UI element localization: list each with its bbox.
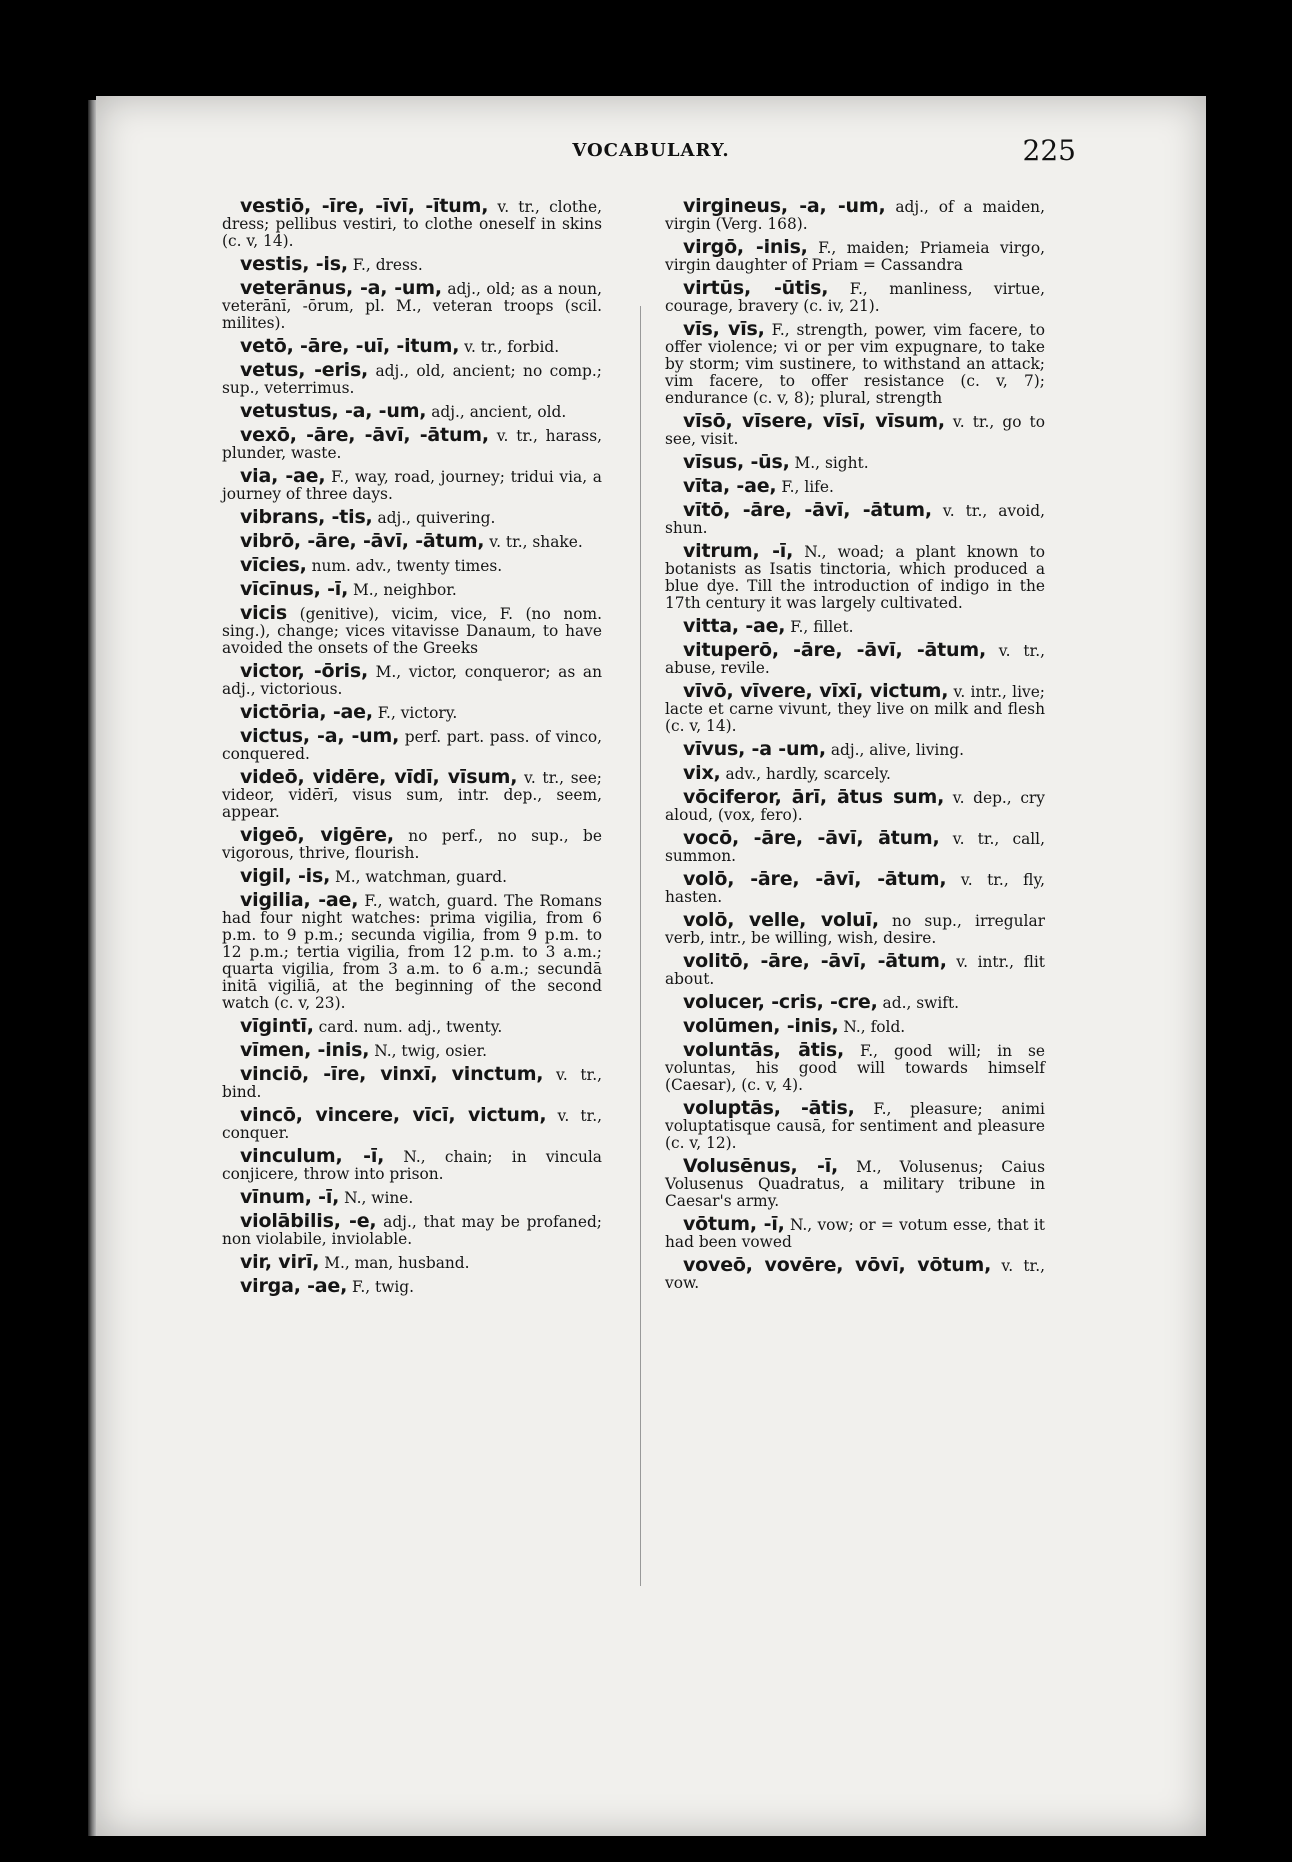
page-title: VOCABULARY. [572,140,730,161]
vocabulary-entry [222,1186,602,1208]
entry-definition: v. tr., see; videor, vidērī, visus sum, intr. dep., seem, appear. [222,769,602,821]
entry-headword: vīcīnus, -ī, [240,578,349,600]
entry-headword: virga, -ae, [240,1275,348,1297]
entry-definition: v. tr., clothe, dress; pellibus vestiri, to clothe oneself in skins (c. v, 14). [222,198,602,250]
vocabulary-entry [222,701,602,723]
vocabulary-entry [222,865,602,887]
entry-definition: no sup., irregular verb, intr., be willing, wish, desire. [665,912,1045,947]
entry-headword: vīgintī, [240,1015,314,1037]
entry-definition: adv., hardly, scarcely. [725,765,891,783]
vocabulary-entry [222,424,602,462]
entry-definition: M., neighbor. [353,581,457,599]
vocabulary-entry [222,195,602,250]
entry-headword: vicis [240,602,287,624]
entry-definition: adj., old, ancient; no comp.; sup., veterrimus. [222,362,602,397]
vocabulary-entry [665,195,1045,233]
entry-definition: adj., quivering. [377,509,496,527]
entry-headword: vōtum, -ī, [683,1213,785,1235]
entry-headword: voluntās, ātis, [683,1039,845,1061]
entry-definition: v. tr., fly, hasten. [665,871,1045,906]
vocabulary-entry [222,766,602,821]
entry-headword: vīvus, -a -um, [683,738,826,760]
entry-headword: vītō, -āre, -āvī, -ātum, [683,499,932,521]
vocabulary-entry [222,1251,602,1273]
entry-headword: vitta, -ae, [683,615,786,637]
entry-definition: M., Volusenus; Caius Volusenus Quadratus, a military tribune in Caesar's army. [665,1158,1045,1210]
entry-definition: adj., of a maiden, virgin (Verg. 168). [665,198,1045,233]
vocabulary-entry [665,277,1045,315]
vocabulary-entry [665,318,1045,407]
entry-definition: v. tr., avoid, shun. [665,502,1045,537]
entry-headword: vīnum, -ī, [240,1186,340,1208]
entry-definition: F., maiden; Priameia virgo, virgin daughter of Priam = Cassandra [665,239,1045,274]
vocabulary-entry [665,868,1045,906]
entry-headword: vīsō, vīsere, vīsī, vīsum, [683,410,945,432]
vocabulary-entry [222,554,602,576]
vocabulary-entry [665,1039,1045,1094]
vocabulary-entry [665,499,1045,537]
entry-definition: num. adv., twenty times. [311,557,503,575]
vocabulary-entry [222,335,602,357]
entry-definition: v. intr., live; lacte et carne vivunt, they live on milk and flesh (c. v, 14). [665,683,1045,735]
entry-definition: no perf., no sup., be vigorous, thrive, flourish. [222,827,602,862]
entry-headword: vigeō, vigēre, [240,824,394,846]
entry-definition: ad., swift. [882,994,960,1012]
entry-definition: v. tr., shake. [489,533,583,551]
entry-definition: F., manliness, virtue, courage, bravery (c. iv, 21). [665,280,1045,315]
vocabulary-entry [222,1063,602,1101]
vocabulary-entry [222,1210,602,1248]
entry-definition: v. tr., vow. [665,1257,1045,1292]
vocabulary-entry [222,602,602,657]
vocabulary-entry [222,660,602,698]
entry-headword: vix, [683,762,721,784]
running-header [96,134,1206,180]
entry-headword: vinciō, -īre, vinxī, vinctum, [240,1063,544,1085]
vocabulary-entry [222,1039,602,1061]
entry-headword: vituperō, -āre, -āvī, -ātum, [683,639,986,661]
entry-definition: F., life. [781,478,834,496]
entry-headword: volūmen, -inis, [683,1015,839,1037]
entry-headword: vīs, vīs, [683,318,765,340]
entry-definition: F., twig. [352,1278,415,1296]
vocabulary-entry [222,506,602,528]
entry-definition: v. tr., forbid. [464,338,560,356]
entry-headword: volō, -āre, -āvī, -ātum, [683,868,947,890]
entry-headword: violābilis, -e, [240,1210,377,1232]
vocabulary-entry [665,1155,1045,1210]
entry-headword: vestiō, -īre, -īvī, -ītum, [240,195,489,217]
entry-definition: N., vow; or = votum esse, that it had been vowed [665,1216,1045,1251]
entry-definition: v. tr., bind. [222,1066,602,1101]
entry-definition: v. intr., flit about. [665,953,1045,988]
vocabulary-entry [222,1104,602,1142]
vocabulary-entry [665,475,1045,497]
entry-definition: adj., old; as a noun, veterānī, -ōrum, pl. M., veteran troops (scil. milites). [222,280,602,332]
entry-definition: N., chain; in vincula conjicere, throw into prison. [222,1148,602,1183]
entry-headword: voluptās, -ātis, [683,1097,855,1119]
vocabulary-entry [222,465,602,503]
entry-definition: N., fold. [843,1018,906,1036]
vocabulary-entry [222,253,602,275]
vocabulary-entry [222,824,602,862]
entry-headword: vir, virī, [240,1251,320,1273]
vocabulary-entry [222,359,602,397]
entry-definition: v. tr., abuse, revile. [665,642,1045,677]
entry-definition: adj., that may be profaned; non violabile, inviolable. [222,1213,602,1248]
entry-headword: vinculum, -ī, [240,1145,385,1167]
entry-headword: victōria, -ae, [240,701,373,723]
entry-definition: F., victory. [377,704,458,722]
vocabulary-entry [665,786,1045,824]
entry-definition: card. num. adj., twenty. [318,1018,503,1036]
entry-definition: M., sight. [794,454,869,472]
entry-headword: vīvō, vīvere, vīxī, victum, [683,680,949,702]
entry-headword: vexō, -āre, -āvī, -ātum, [240,424,489,446]
entry-headword: vīta, -ae, [683,475,777,497]
entry-definition: F., good will; in se voluntas, his good will towards himself (Caesar), (c. v, 4). [665,1042,1045,1094]
entry-definition: N., twig, osier. [374,1042,488,1060]
entry-headword: virgineus, -a, -um, [683,195,886,217]
entry-definition: (genitive), vicim, vice, F. (no nom. sing.), change; vices vitavisse Danaum, to have avoided the onsets of the Greeks [222,605,602,657]
vocabulary-entry [665,410,1045,448]
entry-headword: vitrum, -ī, [683,540,794,562]
entry-definition: v. tr., harass, plunder, waste. [222,427,602,462]
vocabulary-entry [665,1213,1045,1251]
entry-definition: perf. part. pass. of vinco, conquered. [222,728,602,763]
entry-headword: vīcies, [240,554,307,576]
vocabulary-entry [665,827,1045,865]
entry-definition: v. tr., call, summon. [665,830,1045,865]
vocabulary-entry [665,1254,1045,1292]
entry-definition: adj., alive, living. [830,741,965,759]
vocabulary-entry [222,1275,602,1297]
entry-headword: volitō, -āre, -āvī, -ātum, [683,950,947,972]
vocabulary-entry [665,991,1045,1013]
entry-definition: F., watch, guard. The Romans had four night watches: prima vigilia, from 6 p.m. to 9 p.m.; secunda vigilia, from 9 p.m. to 12 p.m.; tertia vigilia, from 12 p.m. to 3 a.m.; quarta vigilia, from 3 a.m. to 6 a.m.; secundā initā vigiliā, at the beginning of the second watch (c. v, 23). [222,892,602,1012]
vocabulary-entry [665,950,1045,988]
vocabulary-entry [665,738,1045,760]
entry-definition: F., fillet. [790,618,854,636]
entry-definition: v. dep., cry aloud, (vox, fero). [665,789,1045,824]
column-divider [640,306,641,1586]
entry-definition: F., way, road, journey; tridui via, a journey of three days. [222,468,602,503]
vocabulary-entry [222,889,602,1012]
entry-definition: F., dress. [352,256,423,274]
vocabulary-entry [665,451,1045,473]
entry-headword: vigil, -is, [240,865,331,887]
entry-headword: Volusēnus, -ī, [683,1155,839,1177]
vocabulary-entry [222,400,602,422]
vocabulary-entry [222,578,602,600]
entry-headword: vīmen, -inis, [240,1039,370,1061]
vocabulary-entry [665,1015,1045,1037]
entry-headword: vocō, -āre, -āvī, ātum, [683,827,940,849]
entry-headword: videō, vidēre, vīdī, vīsum, [240,766,518,788]
entry-definition: M., victor, conqueror; as an adj., victorious. [222,663,602,698]
vocabulary-entry [665,1097,1045,1152]
vocabulary-entry [665,680,1045,735]
vocabulary-entry [665,540,1045,612]
entry-definition: N., woad; a plant known to botanists as Isatis tinctoria, which produced a blue dye. Till the introduction of indigo in the 17th century it was largely cultivated. [665,543,1045,612]
entry-headword: veterānus, -a, -um, [240,277,442,299]
entry-headword: vetus, -eris, [240,359,369,381]
entry-headword: voveō, vovēre, vōvī, vōtum, [683,1254,992,1276]
entry-definition: M., man, husband. [324,1254,470,1272]
vocabulary-entry [665,615,1045,637]
vocabulary-entry [222,530,602,552]
entry-headword: via, -ae, [240,465,326,487]
vocabulary-entry [665,762,1045,784]
left-column [222,195,602,1302]
vocabulary-entry [222,1015,602,1037]
vocabulary-entry [222,1145,602,1183]
page-number: 225 [1022,134,1076,167]
entry-definition: F., pleasure; animi voluptatisque causā, for sentiment and pleasure (c. v, 12). [665,1100,1045,1152]
entry-headword: vibrō, -āre, -āvī, -ātum, [240,530,485,552]
entry-headword: volucer, -cris, -cre, [683,991,878,1013]
entry-definition: v. tr., conquer. [222,1107,602,1142]
entry-headword: vetō, -āre, -uī, -itum, [240,335,460,357]
entry-definition: adj., ancient, old. [431,403,567,421]
right-column [665,195,1045,1298]
entry-definition: v. tr., go to see, visit. [665,413,1045,448]
entry-headword: virgō, -inis, [683,236,808,258]
entry-headword: vīsus, -ūs, [683,451,790,473]
entry-headword: victus, -a, -um, [240,725,400,747]
entry-headword: vōciferor, ārī, ātus sum, [683,786,945,808]
entry-headword: virtūs, -ūtis, [683,277,829,299]
entry-headword: vibrans, -tis, [240,506,373,528]
vocabulary-entry [665,236,1045,274]
entry-headword: vigilia, -ae, [240,889,359,911]
entry-headword: vincō, vincere, vīcī, victum, [240,1104,547,1126]
vocabulary-entry [222,277,602,332]
vocabulary-entry [665,639,1045,677]
entry-definition: N., wine. [344,1189,414,1207]
entry-headword: victor, -ōris, [240,660,368,682]
entry-headword: vestis, -is, [240,253,348,275]
entry-definition: M., watchman, guard. [335,868,508,886]
entry-headword: vetustus, -a, -um, [240,400,427,422]
entry-definition: F., strength, power, vim facere, to offer violence; vi or per vim expugnare, to take by storm; vim sustinere, to withstand an attack; vim facere, to offer resistance (c. v, 7); endurance (c. v, 8); plural, strength [665,321,1045,407]
vocabulary-entry [665,909,1045,947]
entry-headword: volō, velle, voluī, [683,909,879,931]
vocabulary-entry [222,725,602,763]
